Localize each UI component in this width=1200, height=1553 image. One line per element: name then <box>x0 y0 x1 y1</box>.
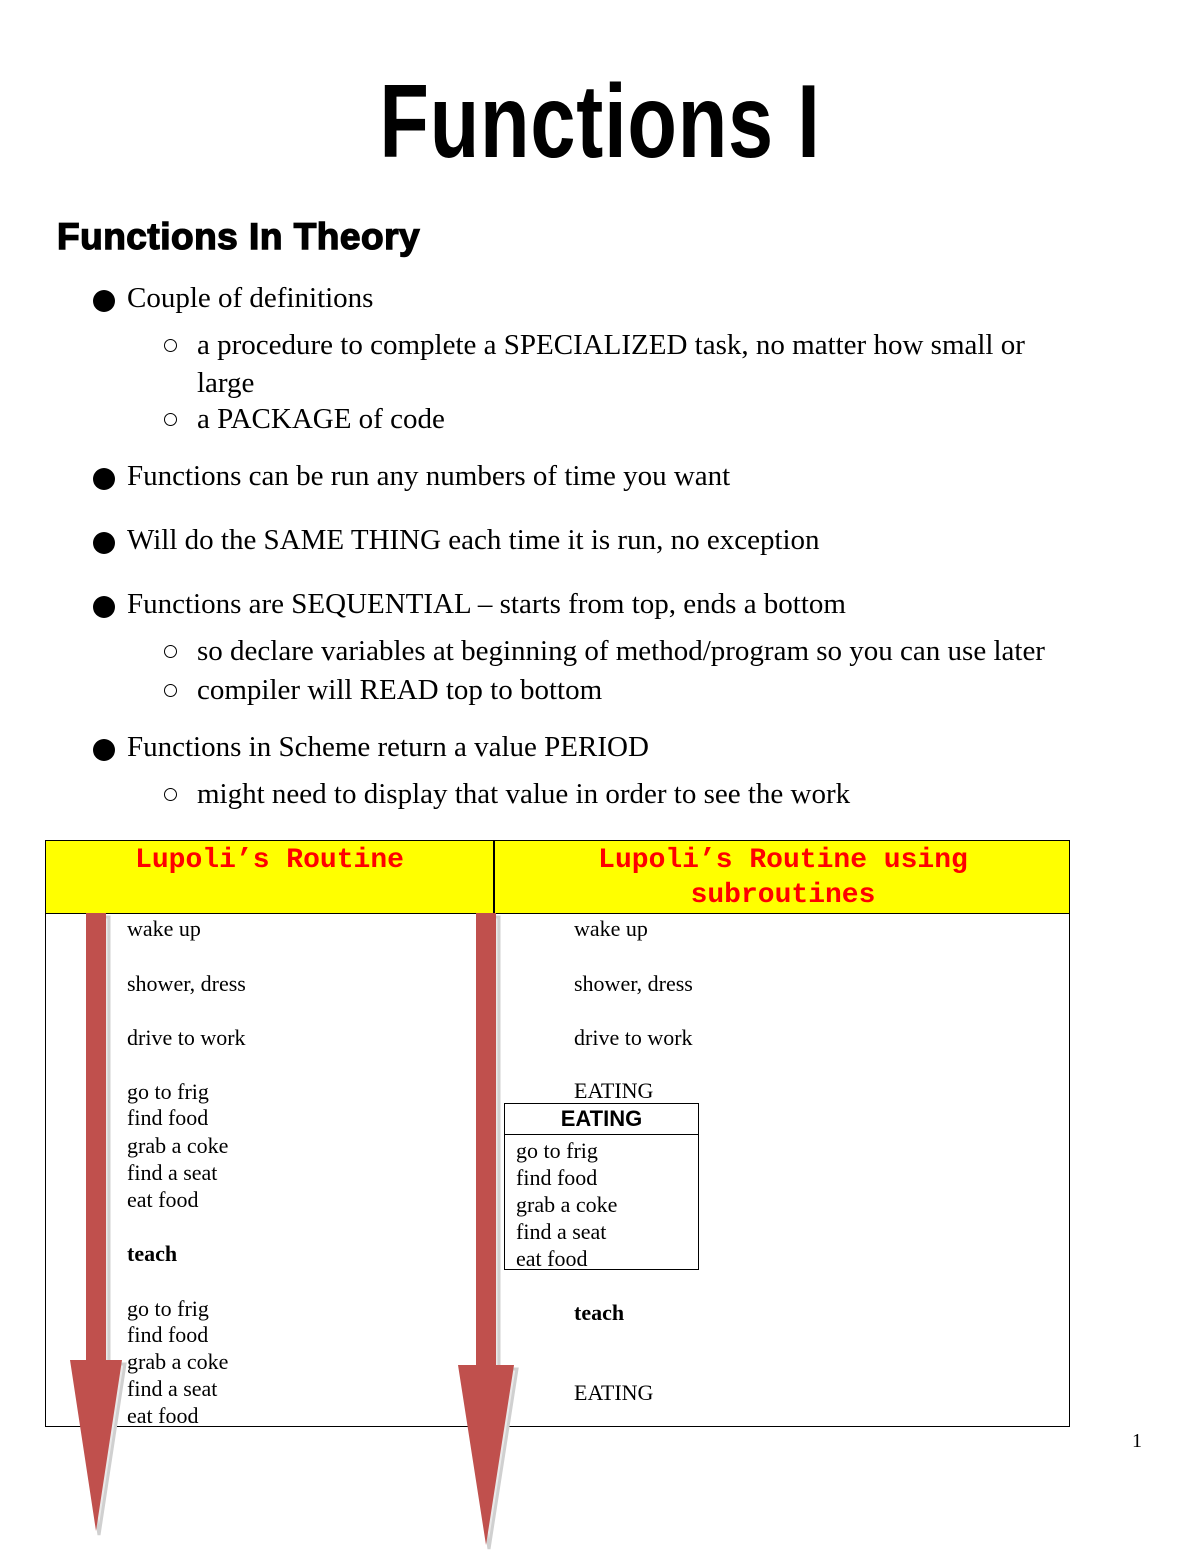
sub-bullet-item: compiler will READ top to bottom <box>197 674 603 706</box>
header-right-line2: subroutines <box>690 880 876 911</box>
header-left: Lupoli’s Routine <box>135 845 404 876</box>
eating-box-step: find a seat <box>516 1219 607 1244</box>
sub-bullet-item: a PACKAGE of code <box>197 403 445 435</box>
right-step: wake up <box>574 916 648 941</box>
left-step: find a seat <box>127 1160 218 1185</box>
eating-box-title: EATING <box>505 1104 698 1135</box>
left-step: drive to work <box>127 1025 246 1050</box>
eating-box-step: go to frig <box>516 1138 598 1163</box>
header-right-line1: Lupoli’s Routine using <box>598 845 968 876</box>
sub-bullet-item: so declare variables at beginning of method/program so you can use later <box>197 635 1045 667</box>
down-arrow-icon <box>452 905 522 1550</box>
right-step-teach: teach <box>574 1300 625 1325</box>
bullet-item: Will do the SAME THING each time it is run, no exception <box>127 524 820 556</box>
eating-subroutine-box <box>504 1103 699 1270</box>
right-step-eating: EATING <box>574 1380 654 1405</box>
sub-bullet-circle <box>164 645 177 658</box>
left-step: find food <box>127 1322 209 1347</box>
right-step-eating: EATING <box>574 1078 654 1103</box>
left-step: eat food <box>127 1403 199 1428</box>
document-title: Functions I <box>379 64 821 180</box>
left-step: find a seat <box>127 1376 218 1401</box>
bullet-dot <box>93 532 115 554</box>
sub-bullet-item: a procedure to complete a SPECIALIZED task, no matter how small or <box>197 329 1025 361</box>
left-step: find food <box>127 1105 209 1130</box>
down-arrow-icon <box>60 905 130 1540</box>
sub-bullet-circle <box>164 788 177 801</box>
bullet-item: Couple of definitions <box>127 282 374 314</box>
left-step: grab a coke <box>127 1349 229 1374</box>
section-heading: Functions In Theory <box>57 216 421 257</box>
right-step: drive to work <box>574 1025 693 1050</box>
left-step: shower, dress <box>127 971 246 996</box>
left-step: grab a coke <box>127 1133 229 1158</box>
left-step: go to frig <box>127 1296 209 1321</box>
left-step: wake up <box>127 916 201 941</box>
header-right <box>495 843 1071 913</box>
left-step-teach: teach <box>127 1241 178 1266</box>
eating-box-step: grab a coke <box>516 1192 618 1217</box>
bullet-dot <box>93 468 115 490</box>
sub-bullet-circle <box>164 413 177 426</box>
bullet-dot <box>93 290 115 312</box>
bullet-item: Functions are SEQUENTIAL – starts from top, ends a bottom <box>127 588 846 620</box>
sub-bullet-circle <box>164 684 177 697</box>
sub-bullet-circle <box>164 339 177 352</box>
bullet-dot <box>93 596 115 618</box>
left-step: go to frig <box>127 1079 209 1104</box>
table-header <box>46 841 1069 914</box>
eating-box-step: find food <box>516 1165 598 1190</box>
bullet-item: Functions can be run any numbers of time you want <box>127 460 731 492</box>
sub-bullet-item: might need to display that value in order to see the work <box>197 778 851 810</box>
routine-table <box>45 840 1070 1427</box>
page-number: 1 <box>1132 1430 1142 1452</box>
eating-box-step: eat food <box>516 1246 588 1271</box>
bullet-dot <box>93 739 115 761</box>
sub-bullet-continuation: large <box>197 367 255 399</box>
bullet-item: Functions in Scheme return a value PERIOD <box>127 731 649 763</box>
left-step: eat food <box>127 1187 199 1212</box>
right-step: shower, dress <box>574 971 693 996</box>
